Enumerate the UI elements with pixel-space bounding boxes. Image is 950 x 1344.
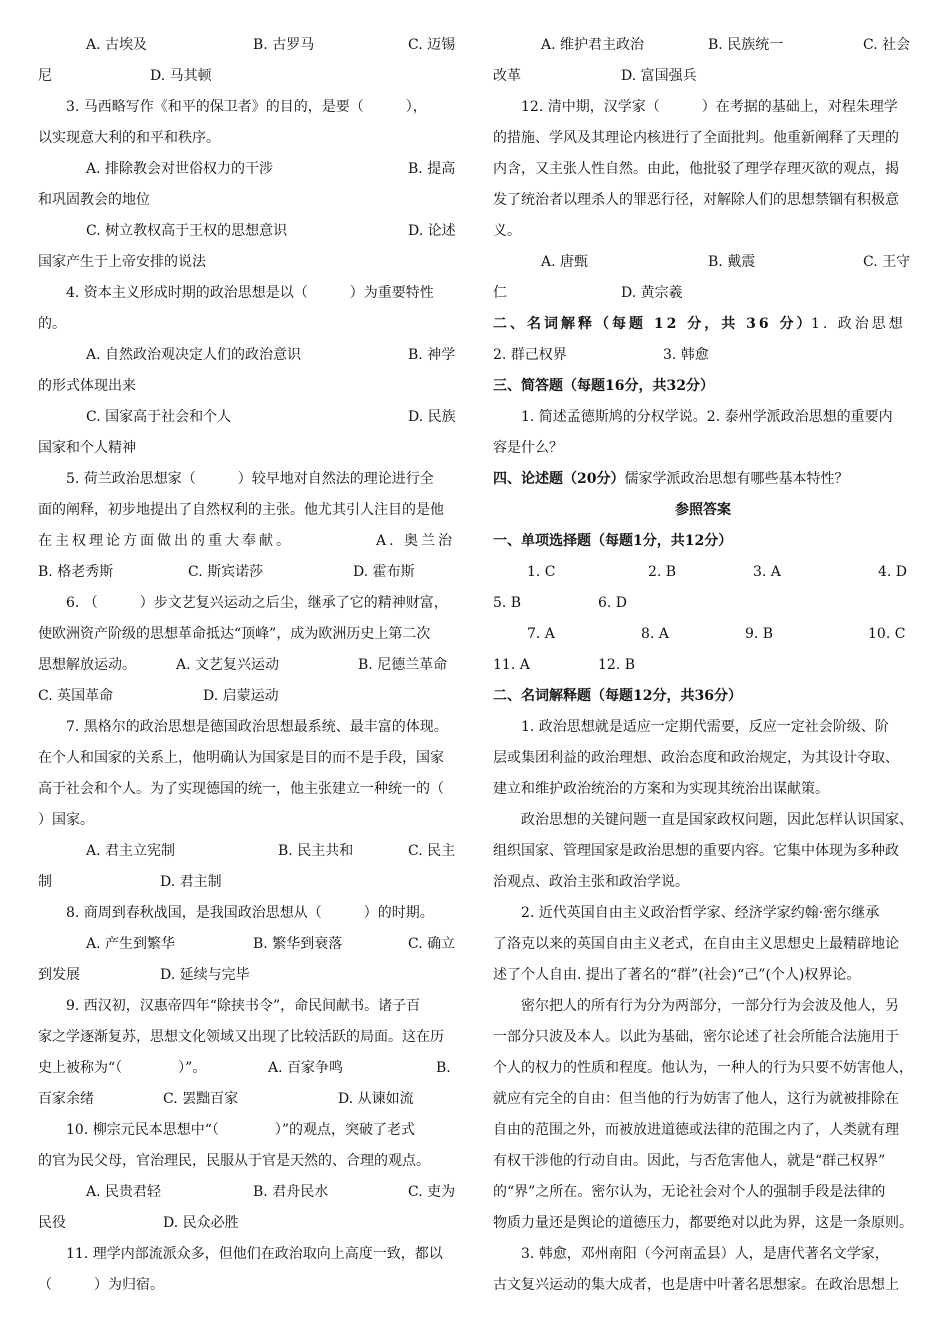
q12-options-row2	[493, 278, 913, 309]
option-c: C. 确立	[408, 936, 456, 952]
answer-term-2-para2-cont2: 个人的权力的性质和程度。他认为，一种人的行为只要不妨害他人，	[493, 1060, 913, 1076]
question-7: 7. 黑格尔的政治思想是德国政治思想最系统、最丰富的体现。	[66, 719, 448, 735]
answer-7: 7. A	[527, 626, 555, 642]
option-d-cont: 国家产生于上帝安排的说法	[38, 254, 206, 270]
section-title: 二、名词解释（每题 12 分，共 36 分）	[493, 316, 814, 332]
section-3-heading: 三、简答题（每题16分，共32分）	[493, 378, 714, 394]
option-b: B. 格老秀斯	[38, 564, 114, 580]
option-a: A. 奥兰治	[376, 533, 456, 549]
option-d: D. 启蒙运动	[203, 688, 279, 704]
question-9-cont: 家之学逐渐复苏，思想文化领域又出现了比较活跃的局面。这在历	[38, 1029, 444, 1045]
term-1: 1. 政治思想	[811, 316, 906, 332]
question-7-cont2: 高于社会和个人。为了实现德国的统一，他主张建立一种统一的（	[38, 781, 444, 797]
option-b: B. 戴震	[708, 254, 756, 270]
option-b: B.	[436, 1060, 451, 1076]
option-a: A. 维护君主政治	[541, 37, 645, 53]
answer-term-2-para2-cont5: 有权干涉他的行动自由。因此，与否危害他人，就是“群己权界”	[493, 1153, 886, 1169]
answer-term-3-cont: 古文复兴运动的集大成者，也是唐中叶著名思想家。在政治思想上	[493, 1277, 899, 1293]
answers-section-2-heading: 二、名词解释题（每题12分，共36分）	[493, 688, 742, 704]
q4-options-row2	[38, 402, 458, 433]
answers-row-3	[493, 619, 913, 650]
q7-options-row2	[38, 867, 458, 898]
option-a: A. 民贵君轻	[86, 1184, 162, 1200]
question-5-text: 在主权理论方面做出的重大奉献。	[38, 533, 293, 549]
answers-section-1-heading: 一、单项选择题（每题1分，共12分）	[493, 533, 733, 549]
option-c-cont: 民役	[38, 1215, 66, 1231]
question-6: 6. （ ）步文艺复兴运动之后尘，继承了它的精神财富，	[66, 595, 448, 611]
question-6-cont2	[38, 650, 458, 681]
option-d: D. 延续与完毕	[160, 967, 250, 983]
q8-options-row1	[38, 929, 458, 960]
question-11: 11. 理学内部流派众多，但他们在政治取向上高度一致，都以	[66, 1246, 443, 1262]
question-12-cont4: 义。	[493, 223, 521, 239]
option-a: A. 文艺复兴运动	[176, 657, 280, 673]
option-a: A. 君主立宪制	[86, 843, 176, 859]
option-a: A. 古埃及	[86, 37, 148, 53]
short-answer-cont: 容是什么？	[493, 440, 563, 456]
option-b-cont: 的形式体现出来	[38, 378, 136, 394]
q9-options	[38, 1084, 458, 1115]
answer-term-1-cont2: 建立和维护政治统治的方案和为实现其统治出谋献策。	[493, 781, 829, 797]
question-9-cont2	[38, 1053, 458, 1084]
option-c: C. 国家高于社会和个人	[86, 409, 232, 425]
option-a: A. 自然政治观决定人们的政治意识	[86, 347, 302, 363]
option-c: C. 社会	[863, 37, 911, 53]
q2-options-row1	[38, 30, 458, 61]
option-c: C. 树立教权高于王权的思想意识	[86, 223, 288, 239]
option-d: D. 民众必胜	[163, 1215, 239, 1231]
option-c-cont: 尼	[38, 68, 52, 84]
question-12-cont3: 发了统治者以理杀人的罪恶行径，对解除人们的思想禁锢有积极意	[493, 192, 899, 208]
answer-term-1-cont: 层或集团利益的政治理想、政治态度和政治规定，为其设计夺取、	[493, 750, 899, 766]
answer-term-1-para2-cont: 组织国家、管理国家是政治思想的重要内容。它集中体现为多种政	[493, 843, 899, 859]
section-title: 四、论述题（20分）	[493, 471, 625, 487]
option-c: C. 英国革命	[38, 688, 114, 704]
answer-term-1-para2: 政治思想的关键问题一直是国家政权问题，因此怎样认识国家、	[521, 812, 913, 828]
q7-options-row1	[38, 836, 458, 867]
question-5-cont: 面的阐释，初步地提出了自然权利的主张。他尤其引人注目的是他	[38, 502, 444, 518]
q11-options-row2	[493, 61, 913, 92]
question-12-cont2: 内含，又主张人性自然。由此，他批驳了理学存理灭欲的观点，揭	[493, 161, 899, 177]
answer-1: 1. C	[527, 564, 556, 580]
answer-11: 11. A	[493, 657, 530, 673]
answers-row-1	[493, 557, 913, 588]
right-column	[493, 30, 913, 1301]
answer-12: 12. B	[598, 657, 636, 673]
answer-term-2-para2-cont7: 物质力量还是舆论的道德压力，都要绝对以此为界，这是一条原则。	[493, 1215, 913, 1231]
option-d: D. 马其顿	[150, 68, 212, 84]
question-5-cont2	[38, 526, 458, 557]
q6-options	[38, 681, 458, 712]
option-d: D. 从谏如流	[338, 1091, 414, 1107]
option-c-cont: 到发展	[38, 967, 80, 983]
answer-term-2-para2: 密尔把人的所有行为分为两部分，一部分行为会波及他人，另	[521, 998, 899, 1014]
q12-options-row1	[493, 247, 913, 278]
option-c: C. 王守	[863, 254, 911, 270]
answer-2: 2. B	[648, 564, 677, 580]
q3-options-row2	[38, 216, 458, 247]
option-b: B. 尼德兰革命	[358, 657, 448, 673]
answer-term-2-cont2: 述了个人自由. 提出了著名的“群”(社会)“己”(个人)权界论。	[493, 967, 861, 983]
option-b: B. 提高	[408, 161, 456, 177]
option-b: B. 民主共和	[278, 843, 354, 859]
option-c: C. 民主	[408, 843, 456, 859]
question-11-cont: （ ）为归宿。	[38, 1277, 164, 1293]
q4-options-row1	[38, 340, 458, 371]
answer-term-2-cont: 了洛克以来的英国自由主义老式，在自由主义思想史上最精辟地论	[493, 936, 899, 952]
question-10-cont: 的官为民父母，官治理民，民服从于官是天然的、合理的观点。	[38, 1153, 430, 1169]
answer-term-2-para2-cont6: 的“界”之所在。密尔认为，无论社会对个人的强制手段是法律的	[493, 1184, 886, 1200]
option-b-cont: 和巩固教会的地位	[38, 192, 150, 208]
option-b: B. 神学	[408, 347, 456, 363]
question-5: 5. 荷兰政治思想家（ ）较早地对自然法的理论进行全	[66, 471, 434, 487]
answers-row-4	[493, 650, 913, 681]
option-c: C. 迈锡	[408, 37, 456, 53]
question-3: 3. 马西略写作《和平的保卫者》的目的，是要（ ），	[66, 99, 427, 115]
left-column	[38, 30, 458, 1301]
question-6-text: 思想解放运动。	[38, 657, 136, 673]
question-7-cont3: ）国家。	[38, 812, 94, 828]
answer-term-1: 1. 政治思想就是适应一定期代需要，反应一定社会阶级、阶	[521, 719, 889, 735]
option-d: D. 富国强兵	[621, 68, 697, 84]
option-c: C. 吏为	[408, 1184, 456, 1200]
option-d: D. 民族	[408, 409, 456, 425]
question-3-cont: 以实现意大利的和平和秩序。	[38, 130, 220, 146]
answer-term-1-para2-cont2: 治观点、政治主张和政治学说。	[493, 874, 689, 890]
answer-10: 10. C	[868, 626, 906, 642]
question-12-cont: 的措施、学风及其理论内核进行了全面批判。他重新阐释了天理的	[493, 130, 899, 146]
answers-title: 参照答案	[675, 502, 731, 518]
question-4: 4. 资本主义形成时期的政治思想是以（ ）为重要特性	[66, 285, 434, 301]
option-c-cont: 仁	[493, 285, 507, 301]
option-c: C. 斯宾诺莎	[188, 564, 264, 580]
answer-term-2-para2-cont4: 自由的范围之外，而被放进道德或法律的范围之内了，人类就有理	[493, 1122, 899, 1138]
option-a: A. 产生到繁华	[86, 936, 176, 952]
term-3: 3. 韩愈	[663, 347, 709, 363]
answer-9: 9. B	[745, 626, 774, 642]
option-b: B. 古罗马	[253, 37, 315, 53]
answer-5: 5. B	[493, 595, 522, 611]
question-9-text: 史上被称为“（ ）”。	[38, 1060, 207, 1076]
option-d: D. 霍布斯	[353, 564, 415, 580]
q3-options-row1	[38, 154, 458, 185]
q10-options-row2	[38, 1208, 458, 1239]
q10-options-row1	[38, 1177, 458, 1208]
option-c-cont: 改革	[493, 68, 521, 84]
essay-question: 儒家学派政治思想有哪些基本特性？	[624, 471, 849, 487]
answer-4: 4. D	[878, 564, 908, 580]
option-b-cont: 百家余绪	[38, 1091, 94, 1107]
question-10: 10. 柳宗元民本思想中“（ ）”的观点，突破了老式	[66, 1122, 416, 1138]
answer-term-2-para2-cont: 一部分只波及本人。以此为基础，密尔论述了社会所能合法施用于	[493, 1029, 899, 1045]
answer-term-3: 3. 韩愈，邓州南阳（今河南孟县）人，是唐代著名文学家，	[521, 1246, 889, 1262]
option-d: D. 君主制	[160, 874, 222, 890]
option-b: B. 繁华到衰落	[253, 936, 343, 952]
section-2-heading	[493, 309, 913, 340]
option-c: C. 罢黜百家	[163, 1091, 239, 1107]
short-answer-questions: 1. 简述孟德斯鸠的分权学说。2. 泰州学派政治思想的重要内	[521, 409, 893, 425]
question-9: 9. 西汉初，汉惠帝四年“除挟书令”，命民间献书。诸子百	[66, 998, 421, 1014]
option-d-cont: 国家和个人精神	[38, 440, 136, 456]
option-a: A. 唐甄	[541, 254, 589, 270]
answer-term-2: 2. 近代英国自由主义政治哲学家、经济学家约翰·密尔继承	[521, 905, 880, 921]
question-4-cont: 的。	[38, 316, 66, 332]
answer-6: 6. D	[598, 595, 628, 611]
option-a: A. 排除教会对世俗权力的干涉	[86, 161, 274, 177]
terms-row	[493, 340, 913, 371]
question-6-cont: 使欧洲资产阶级的思想革命抵达“顶峰”，成为欧洲历史上第二次	[38, 626, 431, 642]
option-b: B. 君舟民水	[253, 1184, 329, 1200]
answers-row-2	[493, 588, 913, 619]
answer-3: 3. A	[753, 564, 781, 580]
option-d: D. 黄宗羲	[621, 285, 683, 301]
option-d: D. 论述	[408, 223, 456, 239]
answer-term-2-para2-cont3: 就应有完全的自由：但当他的行为妨害了他人，这行为就被排除在	[493, 1091, 899, 1107]
section-4-heading	[493, 464, 913, 495]
q8-options-row2	[38, 960, 458, 991]
question-7-cont: 在个人和国家的关系上，他明确认为国家是目的而不是手段，国家	[38, 750, 444, 766]
option-a: A. 百家争鸣	[268, 1060, 344, 1076]
q2-options-row2	[38, 61, 458, 92]
question-8: 8. 商周到春秋战国，是我国政治思想从（ ）的时期。	[66, 905, 434, 921]
question-12: 12. 清中期，汉学家（ ）在考据的基础上，对程朱理学	[521, 99, 898, 115]
q11-options-row1	[493, 30, 913, 61]
option-b: B. 民族统一	[708, 37, 784, 53]
answer-8: 8. A	[641, 626, 669, 642]
term-2: 2. 群己权界	[493, 347, 567, 363]
q5-options	[38, 557, 458, 588]
option-c-cont: 制	[38, 874, 52, 890]
